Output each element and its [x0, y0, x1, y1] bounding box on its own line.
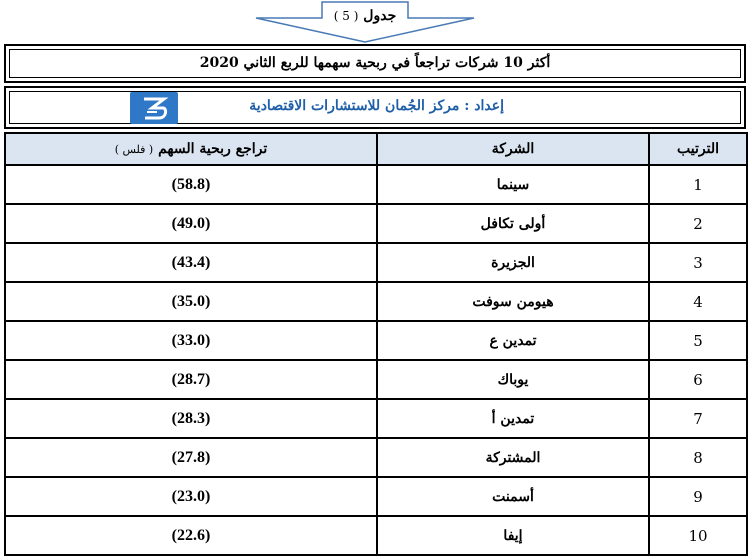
rank-cell: 4	[649, 282, 747, 321]
column-header-value-label: تراجع ربحية السهم	[158, 141, 268, 157]
table-row	[5, 360, 747, 399]
table-row	[5, 243, 747, 282]
value-cell: (33.0)	[5, 321, 377, 360]
company-cell: يوباك	[377, 360, 649, 399]
value-cell: (28.3)	[5, 399, 377, 438]
table-row	[5, 321, 747, 360]
value-cell: (43.4)	[5, 243, 377, 282]
table-row	[5, 477, 747, 516]
table-label-arrow	[252, 0, 478, 46]
rank-cell: 6	[649, 360, 747, 399]
table-caption	[252, 8, 478, 24]
value-cell: (35.0)	[5, 282, 377, 321]
table-row	[5, 438, 747, 477]
table-caption-label: جدول	[363, 8, 397, 24]
company-cell: أسمنت	[377, 477, 649, 516]
value-cell: (28.7)	[5, 360, 377, 399]
rank-cell: 5	[649, 321, 747, 360]
table-row	[5, 516, 747, 555]
page-title: أكثر 10 شركات تراجعاً في ربحية سهمها للربع الثاني 2020	[199, 55, 551, 71]
rank-cell: 3	[649, 243, 747, 282]
rank-cell: 1	[649, 165, 747, 204]
value-cell: (49.0)	[5, 204, 377, 243]
value-cell: (22.6)	[5, 516, 377, 555]
table-row	[5, 399, 747, 438]
column-header-rank: الترتيب	[649, 133, 747, 165]
value-cell: (27.8)	[5, 438, 377, 477]
table-row	[5, 204, 747, 243]
company-cell: المشتركة	[377, 438, 649, 477]
company-cell: هيومن سوفت	[377, 282, 649, 321]
table-row	[5, 282, 747, 321]
company-cell: سينما	[377, 165, 649, 204]
table-header-row	[5, 133, 747, 165]
companies-table	[4, 132, 748, 556]
company-cell: تمدين ع	[377, 321, 649, 360]
column-header-value-unit: ( فلس )	[114, 143, 154, 156]
rank-cell: 2	[649, 204, 747, 243]
company-cell: إيفا	[377, 516, 649, 555]
prepared-by-box	[4, 86, 746, 129]
value-cell: (23.0)	[5, 477, 377, 516]
rank-cell: 9	[649, 477, 747, 516]
company-cell: الجزيرة	[377, 243, 649, 282]
prepared-by-text: إعداد : مركز الجُمان للاستشارات الاقتصادية	[249, 98, 504, 114]
table-caption-number: ( 5 )	[333, 9, 359, 23]
column-header-company: الشركة	[377, 133, 649, 165]
rank-cell: 8	[649, 438, 747, 477]
company-cell: تمدين أ	[377, 399, 649, 438]
table-row	[5, 165, 747, 204]
aljoman-logo-icon	[130, 92, 178, 124]
value-cell: (58.8)	[5, 165, 377, 204]
company-cell: أولى تكافل	[377, 204, 649, 243]
rank-cell: 10	[649, 516, 747, 555]
title-box	[4, 44, 746, 83]
rank-cell: 7	[649, 399, 747, 438]
column-header-value	[5, 133, 377, 165]
